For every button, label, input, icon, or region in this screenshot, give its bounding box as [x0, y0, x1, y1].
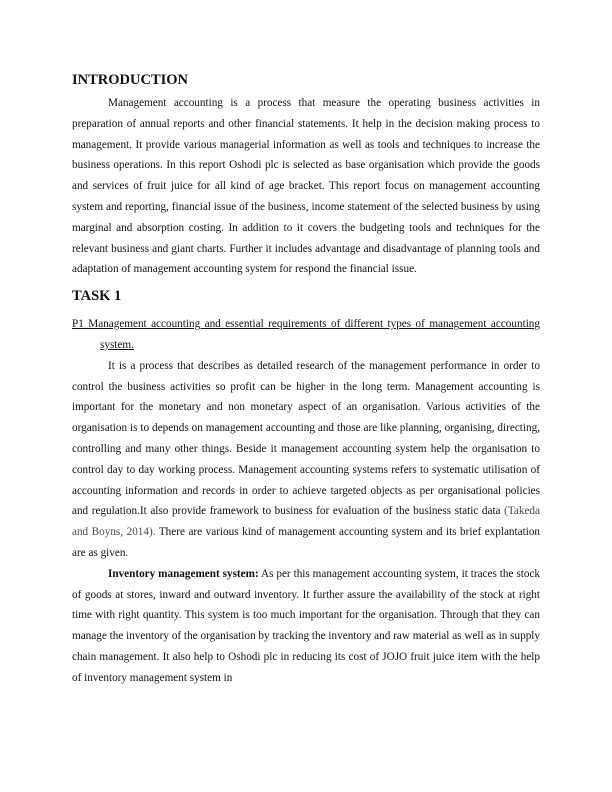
task1-paragraph-1-text: It is a process that describes as detailed research of the management performance in order to control the business activities so profit can be higher in the long term. Management accounting is important for the monetary and non monetary aspect of an organisation. Various activities of the organisation is to depends on management accounting and those are like planning, organising, directing, controlling and many other things. Beside it management accounting system help the organisation to control day to day working process. Management accounting systems refers to systematic utilisation of accounting information and records in order to achieve targeted objects as per organisational policies and regulation.It also provide framework to business for evaluation of the business static data	[72, 359, 540, 518]
inventory-text: As per this management accounting system, it traces the stock of goods at stores, inward and outward inventory. It further assure the availability of the stock at right time with right quantity. This system is too much important for the organisation. Through that they can manage the inventory of the organisation by tracking the inventory and raw material as well as in supply chain management. It also help to Oshodi plc in reducing its cost of JOJO fruit juice item with the help of inventory management system in	[72, 567, 540, 684]
introduction-paragraph: Management accounting is a process that measure the operating business activities in preparation of annual reports and other financial statements. It help in the decision making process to management. It provide various managerial information as well as tools and techniques to increase the business operations. In this report Oshodi plc is selected as base organisation which provide the goods and services of fruit juice for all kind of age bracket. This report focus on management accounting system and reporting, financial issue of the business, income statement of the selected business by using marginal and absorption costing. In addition to it covers the budgeting tools and techniques for the relevant business and giant charts. Further it includes advantage and disadvantage of planning tools and adaptation of management accounting system for respond the financial issue.	[72, 97, 540, 276]
introduction-heading: INTRODUCTION	[72, 72, 189, 88]
task1-paragraph-1-tail: There are various kind of management accounting system and its brief explantation are as given.	[72, 526, 541, 559]
document-page	[72, 70, 540, 689]
task1-heading: TASK 1	[72, 288, 122, 305]
inventory-paragraph	[72, 564, 540, 689]
inventory-label: Inventory management system:	[108, 567, 259, 580]
citation: (Takeda and Boyns, 2014).	[72, 505, 540, 539]
task1-paragraph-1	[72, 356, 540, 564]
p1-subheading: P1 Management accounting and essential requirements of different types of management accounting system.	[72, 318, 540, 351]
